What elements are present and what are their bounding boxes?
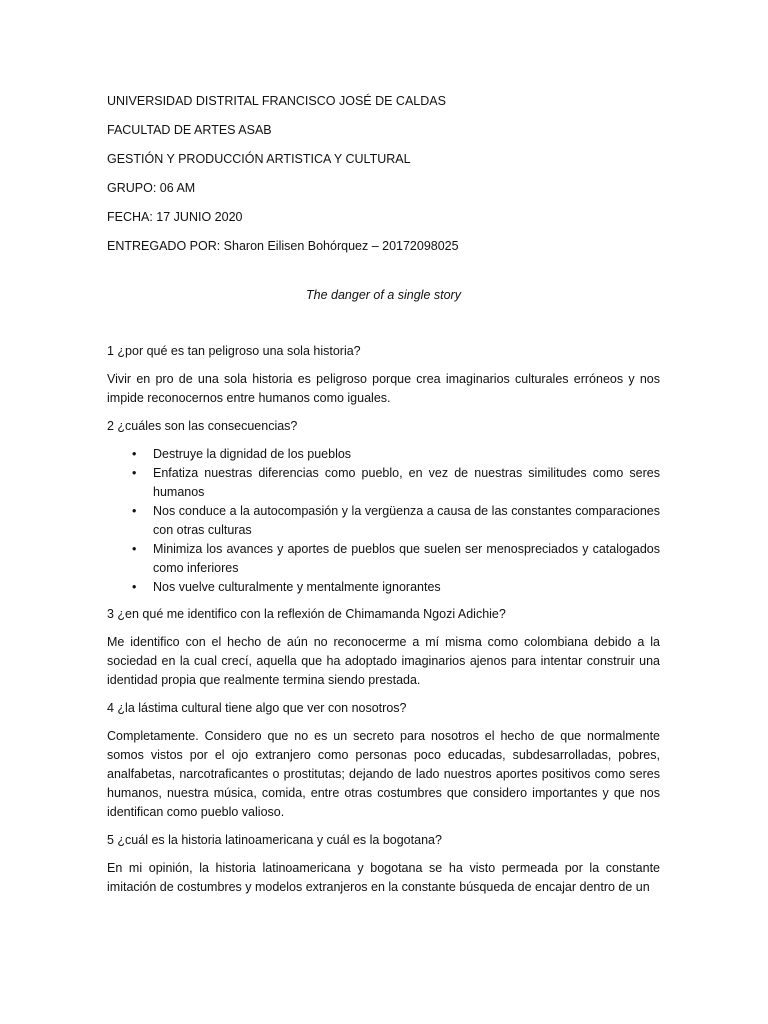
answer-1: Vivir en pro de una sola historia es peligroso porque crea imaginarios culturales erróneos y nos impide reconocernos entre humanos como iguales.	[107, 372, 660, 405]
header-group: GRUPO: 06 AM	[107, 181, 196, 195]
list-item	[132, 502, 660, 540]
consequences-list	[107, 445, 660, 597]
bullet-icon: •	[132, 466, 137, 480]
header-submitted-by: ENTREGADO POR: Sharon Eilisen Bohórquez – 20172098025	[107, 239, 459, 253]
bullet-icon: •	[132, 580, 137, 594]
answer-5: En mi opinión, la historia latinoamericana y bogotana se ha visto permeada por la constante imitación de costumbres y modelos extranjeros en la constante búsqueda de encajar dentro de un	[107, 861, 660, 894]
list-item-text: Destruye la dignidad de los pueblos	[153, 447, 352, 461]
header-date: FECHA: 17 JUNIO 2020	[107, 210, 243, 224]
answer-3: Me identifico con el hecho de aún no reconocerme a mí misma como colombiana debido a la sociedad en la cual crecí, aquella que ha adoptado imaginarios ajenos para intentar construir una identidad propia que realmente termina siendo prestada.	[107, 635, 660, 687]
list-item-text: Enfatiza nuestras diferencias como pueblo, en vez de nuestras similitudes como seres humanos	[153, 466, 660, 499]
list-item	[132, 540, 660, 578]
document-body	[107, 92, 660, 906]
header-program: GESTIÓN Y PRODUCCIÓN ARTISTICA Y CULTURAL	[107, 152, 411, 166]
list-item	[132, 445, 660, 464]
question-5: 5 ¿cuál es la historia latinoamericana y cuál es la bogotana?	[107, 833, 442, 847]
header-university: UNIVERSIDAD DISTRITAL FRANCISCO JOSÉ DE CALDAS	[107, 94, 446, 108]
document-title: The danger of a single story	[306, 288, 461, 302]
list-item-text: Minimiza los avances y aportes de pueblos que suelen ser menospreciados y catalogados como inferiores	[153, 542, 660, 575]
question-4: 4 ¿la lástima cultural tiene algo que ver con nosotros?	[107, 701, 407, 715]
list-item	[132, 578, 660, 597]
header-faculty: FACULTAD DE ARTES ASAB	[107, 123, 272, 137]
bullet-icon: •	[132, 542, 137, 556]
bullet-icon: •	[132, 447, 137, 461]
question-1: 1 ¿por qué es tan peligroso una sola historia?	[107, 344, 361, 358]
question-3: 3 ¿en qué me identifico con la reflexión de Chimamanda Ngozi Adichie?	[107, 607, 506, 621]
list-item	[132, 464, 660, 502]
answer-4: Completamente. Considero que no es un secreto para nosotros el hecho de que normalmente somos vistos por el ojo extranjero como personas poco educadas, subdesarrolladas, pobres, analfabetas, narcotraficantes o prostitutas; dejando de lado nuestros aportes positivos como seres humanos, nuestra música, comida, entre otras costumbres que considero importantes y que nos identifican como pueblo valioso.	[107, 729, 660, 819]
list-item-text: Nos vuelve culturalmente y mentalmente ignorantes	[153, 580, 441, 594]
bullet-icon: •	[132, 504, 137, 518]
question-2: 2 ¿cuáles son las consecuencias?	[107, 419, 298, 433]
list-item-text: Nos conduce a la autocompasión y la vergüenza a causa de las constantes comparaciones con otras culturas	[153, 504, 660, 537]
